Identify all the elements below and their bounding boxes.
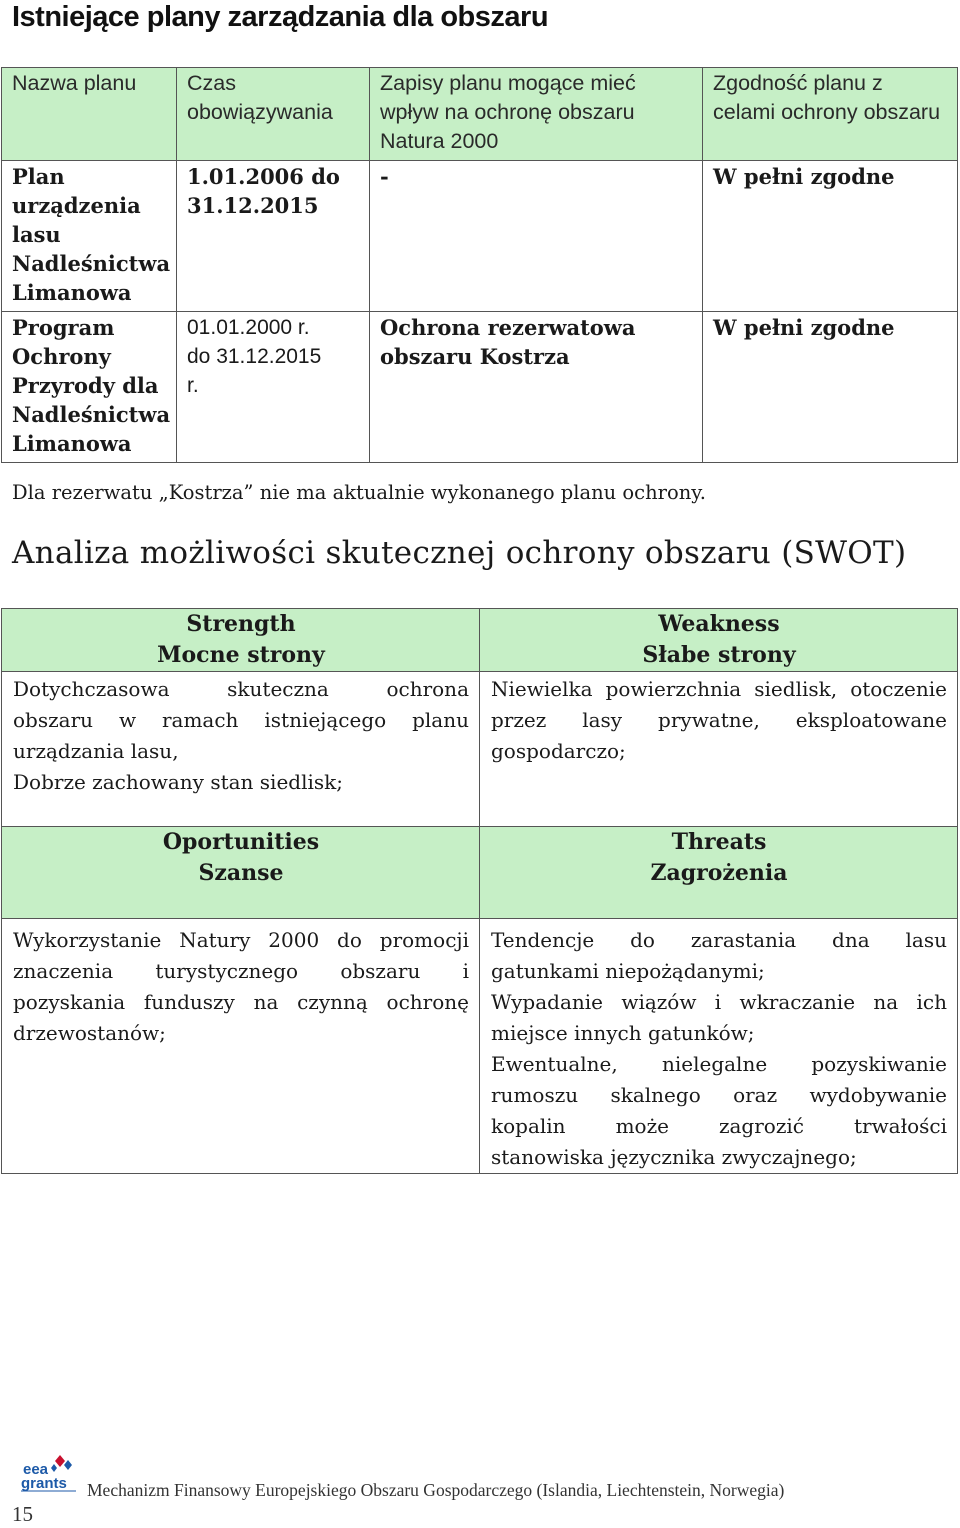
compliance-cell: W pełni zgodne: [703, 312, 958, 463]
plan-name-line: Program: [12, 315, 115, 340]
threats-line: gatunkami niepożądanymi;: [491, 959, 765, 983]
validity-period-cell: [177, 161, 370, 312]
page-number: 15: [12, 1502, 33, 1526]
header-plan-records: Zapisy planu mogące mieć wpływ na ochronę obszaru Natura 2000: [370, 68, 703, 161]
validity-period-line: r.: [187, 374, 199, 397]
compliance-cell: W pełni zgodne: [703, 161, 958, 312]
opportunities-line: pozyskania funduszy na czynną ochronę: [13, 990, 469, 1014]
weakness-line: gospodarczo;: [491, 739, 626, 763]
strength-line: urządzania lasu,: [13, 739, 179, 763]
management-plans-table: [1, 67, 958, 463]
plan-records-line: obszaru Kostrza: [380, 344, 570, 369]
plan-records-line: Ochrona rezerwatowa: [380, 315, 636, 340]
swot-header-row: [2, 827, 958, 919]
weakness-line: Niewielka powierzchnia siedlisk, otoczenie: [491, 677, 947, 701]
threats-line: kopalin może zagrozić trwałości: [491, 1114, 947, 1138]
validity-period-line: 1.01.2006 do: [187, 164, 340, 189]
reserve-plan-note: Dla rezerwatu „Kostrza” nie ma aktualnie wykonanego planu ochrony.: [12, 481, 706, 504]
threats-line: Ewentualne, nielegalne pozyskiwanie: [491, 1052, 947, 1076]
threats-line: rumoszu skalnego oraz wydobywanie: [491, 1083, 947, 1107]
opportunities-title-en: Oportunities: [162, 829, 320, 855]
swot-table: [1, 608, 958, 1174]
plan-name-line: lasu: [12, 222, 61, 247]
threats-line: stanowiska języcznika zwyczajnego;: [491, 1145, 857, 1169]
swot-section-title: Analiza możliwości skutecznej ochrony obszaru (SWOT): [12, 535, 907, 571]
opportunities-title-pl: Szanse: [198, 860, 284, 886]
opportunities-line: Wykorzystanie Natury 2000 do promocji: [13, 928, 469, 952]
swot-content-row: [2, 919, 958, 1174]
plan-name-line: Nadleśnictwa: [12, 251, 171, 276]
opportunities-line: drzewostanów;: [13, 1021, 166, 1045]
opportunities-content: [2, 919, 480, 1174]
opportunities-line: znaczenia turystycznego obszaru i: [13, 959, 469, 983]
swot-content-row: [2, 672, 958, 827]
plan-name-line: urządzenia: [12, 193, 141, 218]
logo-text-eea: eea: [23, 1461, 49, 1478]
logo-diamond-red: [55, 1455, 65, 1467]
threats-title-pl: Zagrożenia: [650, 860, 788, 886]
weakness-header: [480, 609, 958, 672]
plan-name-line: Przyrody dla: [12, 373, 159, 398]
footer-text: Mechanizm Finansowy Europejskiego Obszaru Gospodarczego (Islandia, Liechtenstein, Norwegia): [87, 1480, 785, 1500]
swot-header-row: [2, 609, 958, 672]
header-plan-name: Nazwa planu: [2, 68, 177, 161]
strength-title-en: Strength: [186, 611, 296, 637]
threats-content: [480, 919, 958, 1174]
plan-name-line: Ochrony: [12, 344, 111, 369]
plan-records-cell: [370, 312, 703, 463]
strength-line: Dotychczasowa skuteczna ochrona: [13, 677, 469, 701]
weakness-title-pl: Słabe strony: [642, 642, 796, 668]
threats-header: [480, 827, 958, 919]
header-compliance: Zgodność planu z celami ochrony obszaru: [703, 68, 958, 161]
strength-line: Dobrze zachowany stan siedlisk;: [13, 770, 344, 794]
eea-grants-logo: [20, 1452, 78, 1494]
strength-title-pl: Mocne strony: [157, 642, 325, 668]
opportunities-header: [2, 827, 480, 919]
strength-header: [2, 609, 480, 672]
logo-text-grants: grants: [21, 1475, 67, 1492]
plan-name-line: Plan: [12, 164, 65, 189]
logo-diamond-small: [51, 1464, 57, 1472]
plan-records-cell: -: [370, 161, 703, 312]
plan-name-line: Limanowa: [12, 280, 132, 305]
page-title: Istniejące plany zarządzania dla obszaru: [12, 1, 549, 33]
plan-name-cell: [2, 312, 177, 463]
logo-mark-icon: [51, 1455, 72, 1472]
strength-content: [2, 672, 480, 827]
threats-title-en: Threats: [671, 829, 767, 855]
threats-line: Tendencje do zarastania dna lasu: [491, 928, 947, 952]
weakness-title-en: Weakness: [658, 611, 780, 637]
table-header-row: [2, 68, 958, 161]
validity-period-line: 01.01.2000 r.: [187, 316, 310, 339]
threats-line: Wypadanie wiązów i wkraczanie na ich: [491, 990, 947, 1014]
header-validity-period: Czas obowiązywania: [177, 68, 370, 161]
weakness-content: [480, 672, 958, 827]
plan-name-cell: [2, 161, 177, 312]
logo-diamond-blue: [64, 1460, 72, 1470]
validity-period-line: 31.12.2015: [187, 193, 319, 218]
threats-line: miejsce innych gatunków;: [491, 1021, 755, 1045]
validity-period-line: do 31.12.2015: [187, 345, 322, 368]
table-row: [2, 161, 958, 312]
table-row: [2, 312, 958, 463]
plan-name-line: Limanowa: [12, 431, 132, 456]
strength-line: obszaru w ramach istniejącego planu: [13, 708, 469, 732]
plan-name-line: Nadleśnictwa: [12, 402, 171, 427]
validity-period-cell: [177, 312, 370, 463]
weakness-line: przez lasy prywatne, eksploatowane: [491, 708, 947, 732]
